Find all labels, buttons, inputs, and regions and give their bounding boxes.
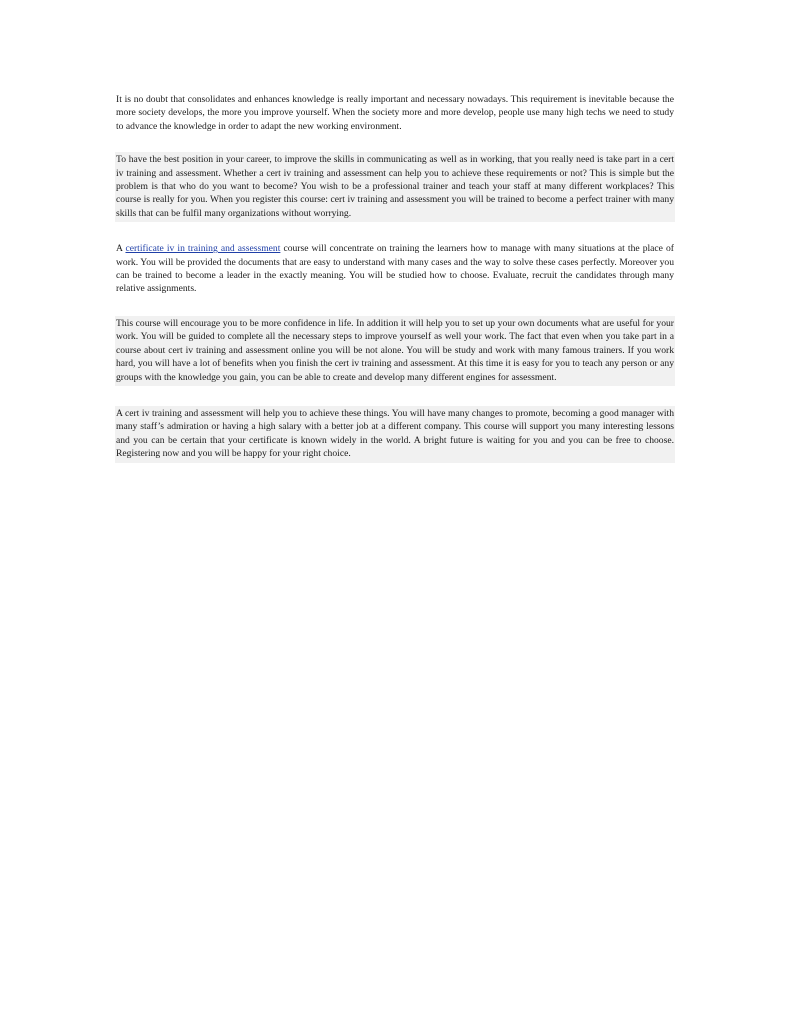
paragraph-suffix: course will concentrate on training the learners how to manage with many situations at the place of work. You will be provided the documents that are easy to understand with many cases and the way to solve these cases perfectly. Moreover you can be trained to become a leader in the exactly meaning. You will be studied how to choose. Evaluate, recruit the candidates through many relative assignments. <box>116 243 674 295</box>
paragraph-intro: It is no doubt that consolidates and enhances knowledge is really important and necessary nowadays. This requirement is inevitable because the more society develops, the more you improve yourself. When the society more and more develop, people use many high techs we need to study to advance the knowledge in order to adapt the new working environment. <box>116 94 674 132</box>
paragraph-career-position: To have the best position in your career, to improve the skills in communicating as well as in working, that you really need is take part in a cert iv training and assessment. Whether a cert iv training and assessment can help you to achieve these requirements or not? This is simple but the problem is that who do you want to become? You wish to be a professional trainer and teach your staff at many different workplaces? This course is really for you. When you register this course: cert iv training and assessment you will be trained to become a perfect trainer with many skills that can be fulfil many organizations without worrying. <box>115 152 675 222</box>
paragraph-confidence: This course will encourage you to be more confidence in life. In addition it will help you to set up your own documents what are useful for your work. You will be guided to complete all the necessary steps to improve yourself as well your work. The fact that even when you take part in a course about cert iv training and assessment online you will be not alone. You will be study and work with many famous trainers. If you work hard, you will have a lot of benefits when you finish the cert iv training and assessment. At this time it is easy for you to teach any person or any groups with the knowledge you gain, you can be able to create and develop many different engines for assessment. <box>115 316 675 386</box>
paragraph-achievements: A cert iv training and assessment will help you to achieve these things. You will have many changes to promote, becoming a good manager with many staff’s admiration or having a high salary with a better job at a different company. This course will support you many interesting lessons and you can be certain that your certificate is known widely in the world. A bright future is waiting for you and you can be free to choose. Registering now and you will be happy for your right choice. <box>115 406 675 463</box>
paragraph-certificate-course <box>116 242 674 296</box>
document-body <box>116 93 674 463</box>
certificate-iv-link[interactable]: certificate iv in training and assessment <box>125 243 281 255</box>
paragraph-prefix: A <box>116 243 126 255</box>
